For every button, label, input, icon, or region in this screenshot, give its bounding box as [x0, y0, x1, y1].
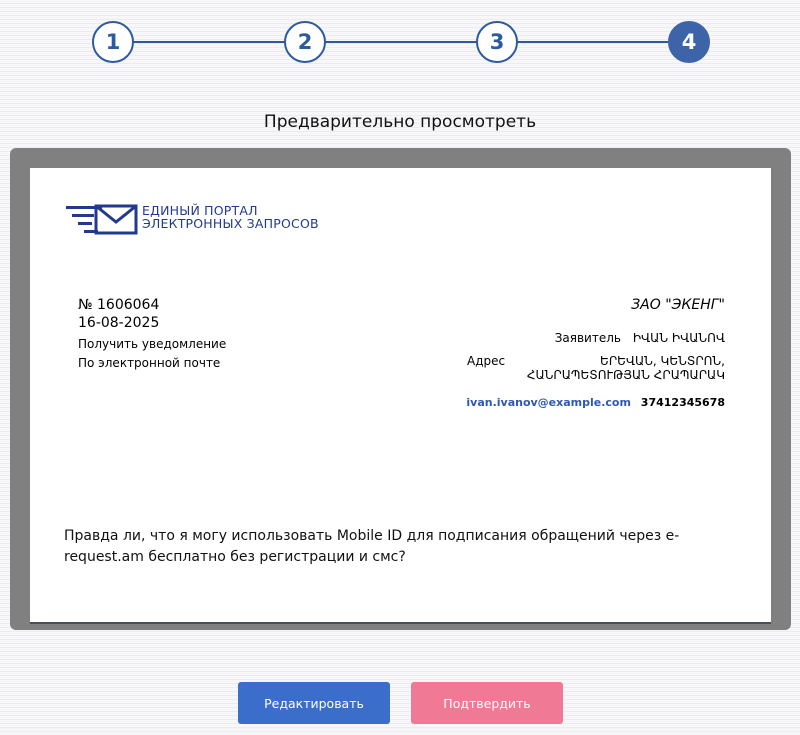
step-1[interactable]: 1	[92, 21, 134, 63]
logo-text	[142, 204, 319, 230]
recipient-block	[405, 296, 725, 409]
organization-name: ЗАО "ЭКЕНГ"	[631, 297, 725, 313]
document-paper	[30, 168, 771, 624]
notify-method: По электронной почте	[78, 356, 221, 370]
address-row	[405, 354, 725, 382]
request-number: № 1606064	[78, 297, 160, 313]
step-3[interactable]: 3	[476, 21, 518, 63]
logo-line-1: ЕДИНЫЙ ПОРТАЛ	[142, 203, 258, 218]
stepper-line	[112, 41, 688, 43]
request-date: 16-08-2025	[78, 315, 160, 331]
notify-label: Получить уведомление	[78, 337, 227, 351]
confirm-button[interactable]: Подтвердить	[411, 682, 563, 724]
contact-row	[405, 396, 725, 409]
applicant-phone: 37412345678	[640, 396, 725, 409]
address-value	[505, 354, 725, 382]
step-4-active[interactable]: 4	[668, 21, 710, 63]
applicant-label: Заявитель	[554, 331, 621, 345]
applicant-row	[405, 330, 725, 346]
applicant-email: ivan.ivanov@example.com	[466, 396, 631, 409]
page-title: Предварительно просмотреть	[263, 112, 537, 132]
request-meta	[78, 296, 226, 373]
address-label: Адрес	[467, 354, 506, 368]
portal-logo	[66, 202, 336, 236]
envelope-logo-icon	[66, 202, 138, 236]
request-question: Правда ли, что я могу использовать Mobile ID для подписания обращений через e-request.am бесплатно без регистрации и смс?	[64, 528, 680, 565]
address-line-2: ՀԱՆՐԱՊԵՏՈՒԹՅԱՆ ՀՐԱՊԱՐԱԿ	[526, 368, 725, 382]
progress-stepper	[92, 21, 712, 63]
edit-button[interactable]: Редактировать	[238, 682, 390, 724]
applicant-name: ԻՎԱՆ ԻՎԱՆՈՎ	[632, 331, 725, 345]
step-2[interactable]: 2	[284, 21, 326, 63]
document-preview-frame	[10, 148, 791, 630]
address-line-1: ԵՐԵՎԱՆ, ԿԵՆՏՐՈՆ,	[600, 354, 725, 368]
logo-line-2: ЭЛЕКТРОННЫХ ЗАПРОСОВ	[142, 216, 319, 231]
